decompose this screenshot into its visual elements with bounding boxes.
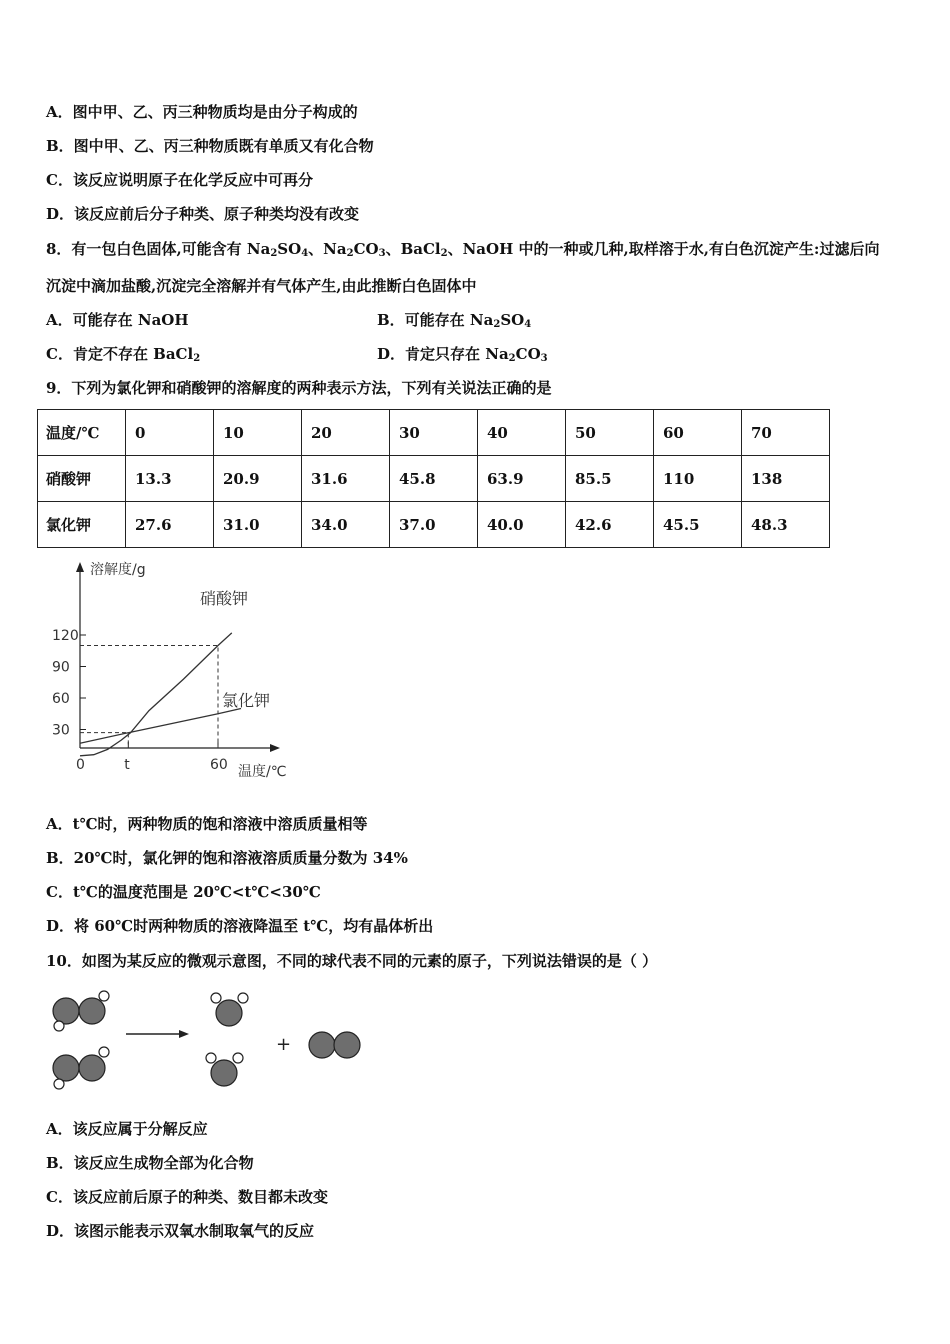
table-cell: 31.6 xyxy=(302,456,390,502)
q8-option-c: C．肯定不存在 BaCl$_2$ xyxy=(46,345,201,364)
atom-dark xyxy=(53,1055,79,1081)
q9-stem: 9．下列为氯化钾和硝酸钾的溶解度的两种表示方法，下列有关说法正确的是 xyxy=(46,379,552,397)
table-cell: 85.5 xyxy=(566,456,654,502)
q7-option-c: C．该反应说明原子在化学反应中可再分 xyxy=(46,171,313,189)
table-cell: 63.9 xyxy=(478,456,566,502)
table-cell: 20.9 xyxy=(214,456,302,502)
table-cell: 70 xyxy=(742,410,830,456)
q10-option-b: B．该反应生成物全部为化合物 xyxy=(46,1154,254,1172)
atom-light xyxy=(238,993,248,1003)
table-cell: 37.0 xyxy=(390,502,478,548)
table-cell: 温度/℃ xyxy=(38,410,126,456)
y-axis-label: 溶解度/g xyxy=(90,562,146,578)
atom-light xyxy=(99,1047,109,1057)
table-cell: 45.8 xyxy=(390,456,478,502)
table-cell: 42.6 xyxy=(566,502,654,548)
table-cell: 0 xyxy=(126,410,214,456)
atom-light xyxy=(233,1053,243,1063)
y-axis-arrow-icon xyxy=(76,562,84,572)
atom-dark xyxy=(334,1032,360,1058)
atom-dark xyxy=(211,1060,237,1086)
atom-dark xyxy=(216,1000,242,1026)
atom-light xyxy=(54,1079,64,1089)
solubility-table xyxy=(37,409,830,548)
atom-light xyxy=(211,993,221,1003)
atom-light xyxy=(99,991,109,1001)
table-cell: 硝酸钾 xyxy=(38,456,126,502)
q10-option-c: C．该反应前后原子的种类、数目都未改变 xyxy=(46,1188,328,1206)
x-axis-label: 温度/℃ xyxy=(238,764,287,780)
plus-sign: + xyxy=(276,1034,292,1055)
reaction-diagram xyxy=(40,985,380,1095)
x-tick-label: 60 xyxy=(210,757,228,773)
y-tick-label: 90 xyxy=(52,659,70,676)
x-axis-arrow-icon xyxy=(270,744,280,752)
x-tick-label: t xyxy=(124,757,130,773)
table-cell: 50 xyxy=(566,410,654,456)
q8-stem-line1: 8．有一包白色固体,可能含有 $Na_2SO_4$、$Na_2CO_3$、BaCl$_2$、NaOH 中的一种或几种,取样溶于水,有白色沉淀产生:过滤后向 xyxy=(46,240,880,259)
x-tick-label: 0 xyxy=(76,757,85,773)
q7-option-a: A．图中甲、乙、丙三种物质均是由分子构成的 xyxy=(46,103,358,121)
table-cell: 48.3 xyxy=(742,502,830,548)
solubility-chart xyxy=(40,558,320,788)
product-oxygen-molecule xyxy=(309,1032,360,1058)
table-header-row xyxy=(38,410,830,456)
q8-stem-line2: 沉淀中滴加盐酸,沉淀完全溶解并有气体产生,由此推断白色固体中 xyxy=(46,277,477,295)
q9-option-d: D．将 60℃时两种物质的溶液降温至 t℃，均有晶体析出 xyxy=(46,917,434,935)
y-tick-label: 60 xyxy=(52,691,70,707)
table-cell: 60 xyxy=(654,410,742,456)
q9-option-b: B．20℃时，氯化钾的饱和溶液溶质质量分数为 34% xyxy=(46,849,408,867)
q8-option-b: B．可能存在 $Na_2SO_4$ xyxy=(377,311,532,330)
table-cell: 30 xyxy=(390,410,478,456)
atom-light xyxy=(206,1053,216,1063)
table-cell: 31.0 xyxy=(214,502,302,548)
table-cell: 27.6 xyxy=(126,502,214,548)
table-cell: 20 xyxy=(302,410,390,456)
guide-60-kno3 xyxy=(80,646,218,749)
q10-option-d: D．该图示能表示双氧水制取氧气的反应 xyxy=(46,1222,315,1240)
q10-option-a: A．该反应属于分解反应 xyxy=(46,1120,208,1138)
table-cell: 34.0 xyxy=(302,502,390,548)
q8-option-d: D．肯定只存在 $Na_2CO_3$ xyxy=(377,345,548,364)
atom-dark xyxy=(309,1032,335,1058)
q10-stem: 10．如图为某反应的微观示意图，不同的球代表不同的元素的原子，下列说法错误的是（ ） xyxy=(46,952,658,970)
series-label-kno3: 硝酸钾 xyxy=(200,589,249,608)
table-row xyxy=(38,456,830,502)
table-cell: 40.0 xyxy=(478,502,566,548)
table-cell: 氯化钾 xyxy=(38,502,126,548)
atom-dark xyxy=(79,998,105,1024)
product-water-molecule-2 xyxy=(206,1053,243,1086)
reactant-molecule-2 xyxy=(53,1047,109,1089)
product-water-molecule-1 xyxy=(211,993,248,1026)
q7-option-b: B．图中甲、乙、丙三种物质既有单质又有化合物 xyxy=(46,137,374,155)
table-row xyxy=(38,502,830,548)
table-cell: 10 xyxy=(214,410,302,456)
table-cell: 45.5 xyxy=(654,502,742,548)
y-tick-label: 30 xyxy=(52,722,70,739)
q9-option-a: A．t℃时，两种物质的饱和溶液中溶质质量相等 xyxy=(46,815,368,833)
series-line-kno3 xyxy=(80,633,232,756)
reaction-arrow-icon xyxy=(126,1030,189,1038)
series-line-kcl xyxy=(80,709,241,744)
q9-option-c: C．t℃的温度范围是 20℃<t℃<30℃ xyxy=(46,883,321,901)
atom-light xyxy=(54,1021,64,1031)
atom-dark xyxy=(53,998,79,1024)
table-cell: 40 xyxy=(478,410,566,456)
table-cell: 110 xyxy=(654,456,742,502)
q7-option-d: D．该反应前后分子种类、原子种类均没有改变 xyxy=(46,205,360,223)
table-cell: 13.3 xyxy=(126,456,214,502)
y-tick-label: 120 xyxy=(52,628,79,644)
table-cell: 138 xyxy=(742,456,830,502)
q8-option-a: A．可能存在 NaOH xyxy=(46,311,189,329)
reactant-molecule-1 xyxy=(53,991,109,1031)
chart-axes xyxy=(76,562,280,752)
atom-dark xyxy=(79,1055,105,1081)
series-label-kcl: 氯化钾 xyxy=(222,691,271,710)
